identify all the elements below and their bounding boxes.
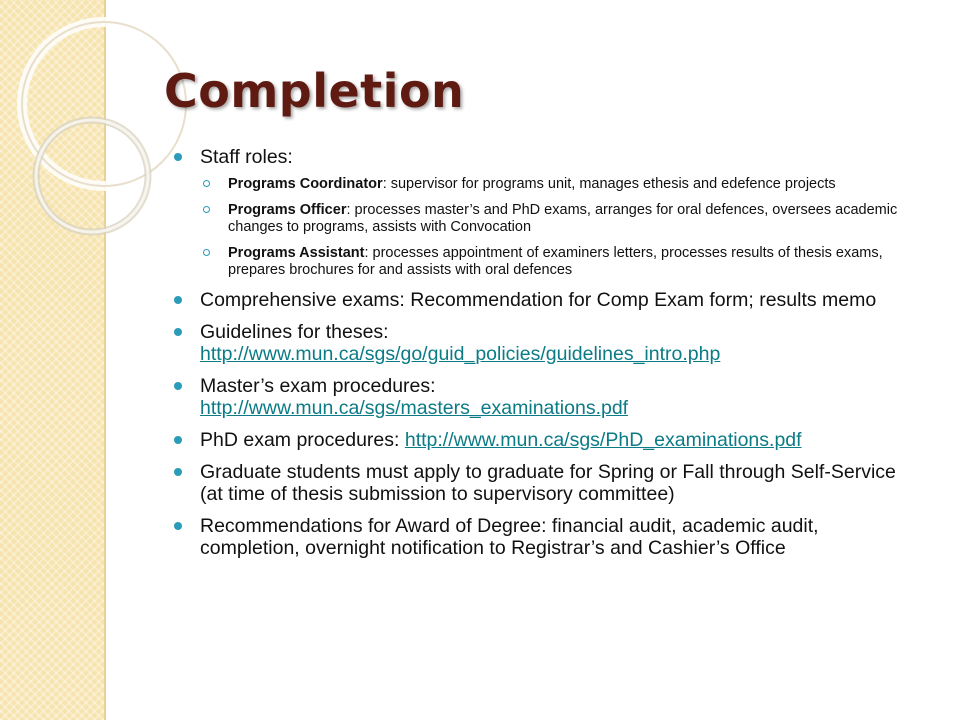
slide-title: Completion: [164, 64, 465, 118]
bullet-apply-graduate: [172, 461, 912, 505]
bullet-dot-icon: [174, 296, 182, 304]
comp-exams-text: Comprehensive exams: Recommendation for Comp Exam form; results memo: [200, 289, 877, 311]
masters-label: Master’s exam procedures:: [200, 375, 436, 397]
bullet-staff-roles: [172, 146, 912, 279]
role-name: Programs Coordinator: [228, 176, 383, 192]
ring-bullet-icon: [203, 249, 210, 256]
bullet-phd-exam: [172, 429, 912, 451]
guidelines-link[interactable]: http://www.mun.ca/sgs/go/guid_policies/guidelines_intro.php: [200, 343, 721, 365]
masters-exam-link[interactable]: http://www.mun.ca/sgs/masters_examinations.pdf: [200, 397, 629, 419]
guidelines-label: Guidelines for theses:: [200, 321, 389, 343]
ring-bullet-icon: [203, 180, 210, 187]
phd-label: PhD exam procedures:: [200, 429, 405, 451]
bullet-dot-icon: [174, 153, 182, 161]
bullet-dot-icon: [174, 382, 182, 390]
role-name: Programs Officer: [228, 202, 347, 218]
decorative-side-panel: [0, 0, 106, 720]
role-desc: : processes appointment of examiners letters, processes results of thesis exams, prepares brochures for and assists with oral defences: [228, 245, 883, 278]
recommendations-text: Recommendations for Award of Degree: financial audit, academic audit, completion, overnight notification to Registrar’s and Cashier’s Office: [200, 515, 819, 559]
staff-roles-label: Staff roles:: [200, 146, 293, 168]
role-item: [200, 245, 912, 279]
role-desc: : supervisor for programs unit, manages ethesis and edefence projects: [382, 176, 836, 192]
bullet-recommendations: [172, 515, 912, 559]
bullet-dot-icon: [174, 328, 182, 336]
role-item: [200, 202, 912, 236]
bullet-dot-icon: [174, 468, 182, 476]
bullet-guidelines: [172, 321, 912, 365]
role-item: [200, 176, 912, 193]
role-desc: : processes master’s and PhD exams, arranges for oral defences, oversees academic changes to programs, assists with Convocation: [228, 202, 898, 235]
phd-exam-link[interactable]: http://www.mun.ca/sgs/PhD_examinations.pdf: [404, 429, 802, 451]
bullet-dot-icon: [174, 436, 182, 444]
apply-graduate-text: Graduate students must apply to graduate for Spring or Fall through Self-Service (at time of thesis submission to supervisory committee): [200, 461, 896, 505]
bullet-comprehensive-exams: [172, 289, 912, 311]
staff-roles-list: [200, 176, 912, 279]
bullet-masters-exam: [172, 375, 912, 419]
role-name: Programs Assistant: [228, 245, 365, 261]
slide-body: [172, 146, 912, 569]
bullet-dot-icon: [174, 522, 182, 530]
ring-bullet-icon: [203, 206, 210, 213]
